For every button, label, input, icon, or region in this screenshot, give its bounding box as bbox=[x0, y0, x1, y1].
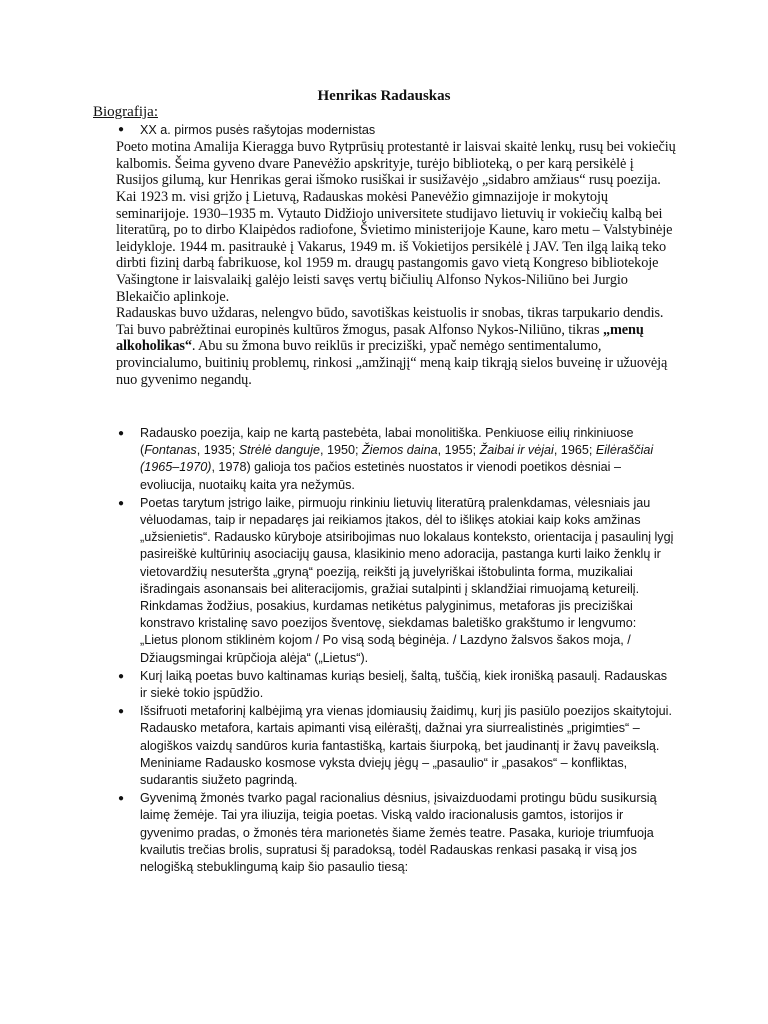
paragraph-text: Radauskas buvo uždaras, nelengvo būdo, savotiškas keistuolis ir snobas, tikras tarpukario dendis. Tai buvo pabrėžtinai europinės kultūros žmogus, pasak Alfonso Nykos-Niliūno, tikras bbox=[116, 305, 664, 338]
biography-block bbox=[116, 122, 676, 388]
list-item bbox=[116, 703, 676, 789]
book-title: Žaibai ir vėjai bbox=[479, 443, 554, 458]
book-title: Žiemos daina bbox=[361, 443, 438, 458]
book-title: Fontanas bbox=[144, 443, 197, 458]
bold-phrase: „menų alkoholikas“ bbox=[116, 321, 644, 355]
list-item bbox=[116, 790, 676, 876]
book-title: Strėlė danguje bbox=[238, 443, 320, 458]
text-run: , 1965; bbox=[553, 443, 596, 458]
first-bullet-text: XX a. pirmos pusės rašytojas modernistas bbox=[140, 123, 376, 137]
book-title: Eilėraščiai (1965–1970) bbox=[140, 443, 654, 475]
list-item bbox=[116, 668, 676, 702]
document-title: Henrikas Radauskas bbox=[317, 88, 451, 104]
bullet-icon: ● bbox=[118, 670, 125, 682]
section-heading: Biografija: bbox=[93, 104, 158, 120]
bullet-text: Kurį laiką poetas buvo kaltinamas kuriąs besielį, šaltą, tuščią, kiek ironišką pasaulį. Radauskas ir siekė tokio įspūdžio. bbox=[140, 668, 668, 701]
bullet-text: Išsifruoti metaforinį kalbėjimą yra vienas įdomiausių žaidimų, kurį jis pasiūlo poezijos skaitytojui. Radausko metafora, kartais apimanti visą eilėraštį, dažnai yra siurrealistinės „prigimties“ – alogiškos vaizdų sandūros kuria fantastišką, kartais šiurpoką, bet jaudinantį ir žavų paveikslą. Meniniame Radausko kosmose vyksta dviejų jėgų – „pasaulio“ ir „pasakos“ – konfliktas, sudarantis siužeto pagrindą. bbox=[140, 704, 672, 788]
text-run: , 1935; bbox=[196, 443, 239, 458]
bullet-icon: ● bbox=[118, 706, 125, 718]
bullet-icon: ● bbox=[118, 124, 125, 135]
paragraph-text: . Abu su žmona buvo reiklūs ir preciziški, ypač nemėgo sentimentalumo, provincialumo, buitinių problemų, rinkosi „amžinąjį“ meną kaip tikrąją sielos buveinę ir užuovėją nuo gyvenimo negandų. bbox=[116, 338, 668, 388]
character-paragraph bbox=[116, 305, 676, 388]
bullet-icon: ● bbox=[118, 793, 125, 805]
bullet-text: Gyvenimą žmonės tvarko pagal racionalius dėsnius, įsivaizduodami protingu būdu susikursią laimę žemėje. Tai yra iliuzija, teigia poetas. Viską valdo iracionalusis gamtos, istorijos ir gyvenimo pradas, o žmonės tėra marionetės šiame žemės teatre. Pasaka, kurioje triumfuoja kvailutis trečias brolis, supratusi šį paradoksą, todėl Radauskas renkasi pasaką ir visą jos nelogišką stebuklingumą kaip šio pasaulio tiesą: bbox=[140, 791, 657, 875]
poetry-bullet-list bbox=[116, 425, 676, 877]
bullet-text: Poetas tarytum įstrigo laike, pirmuoju rinkiniu lietuvių literatūrą pralenkdamas, vėlesniais jau vėluodamas, taip ir nepadaręs jai reikiamos įtakos, dėl to išlikęs atokiai kaip koks amžinas „užsienietis“. Radausko kūryboje atsiribojimas nuo lokalaus konteksto, orientacija į pasaulinį lygį pasireiškė kultūrinių asociacijų gausa, klasikinio meno adoracija, pastanga kurti laiko ženklų ir vietovardžių nesuteršta „gryną“ poeziją, reikšti ją juvelyriškai ištobulinta forma, muzikaliai išradingais asonansais bei aliteracijomis, gražiai sutalpinti į sklandžiai rimuojamą ketureilį. Rinkdamas žodžius, posakius, kurdamas netikėtus palyginimus, metaforas jis preciziškai konstravo kristalinę savo poezijos šventovę, siekdamas baletiško grakštumo ir lengvumo: „Lietus plonom stiklinėm kojom / Po visą sodą bėginėja. / Lazdyno žalsvos šakos moja, / Džiaugsmingai krūpčioja alėja“ („Lietus“). bbox=[140, 495, 674, 665]
list-item bbox=[116, 425, 676, 494]
text-run: , 1955; bbox=[437, 443, 480, 458]
bullet-text bbox=[140, 425, 676, 494]
biography-paragraph: Poeto motina Amalija Kieragga buvo Rytprūsių protestantė ir laisvai skaitė lenkų, rusų bei vokiečių kalbomis. Šeima gyveno dvare Panevėžio apskrityje, turėjo biblioteką, o per karą persikėlė į Rusijos gilumą, kur Henrikas gerai išmoko rusiškai ir susižavėjo „sidabro amžiaus“ rusų poezija. Kai 1923 m. visi grįžo į Lietuvą, Radauskas mokėsi Panevėžio gimnazijoje ir mokytojų seminarijoje. 1930–1935 m. Vytauto Didžiojo universitete studijavo lietuvių ir vokiečių kalbą bei literatūrą, po to dirbo Klaipėdos radiofone, Švietimo ministerijoje Kaune, karo metu – Valstybinėje leidykloje. 1944 m. pasitraukė į Vakarus, 1949 m. iš Vokietijos persikėlė į JAV. Ten ilgą laiką teko dirbti fizinį darbą fabrikuose, kol 1959 m. draugų pastangomis gavo vietą Kongreso bibliotekoje Vašingtone ir laisvalaikį galėjo leisti savęs vertų bičiulių Alfonso Nykos-Niliūno bei Jurgio Blekaičio aplinkoje. bbox=[116, 139, 676, 305]
bullet-icon: ● bbox=[118, 497, 125, 509]
text-run: Radausko poezija, kaip ne kartą pastebėta, labai monolitiška. Penkiuose eilių rinkiniuose ( bbox=[140, 426, 634, 458]
list-item bbox=[116, 495, 676, 667]
text-run: , 1978) galioja tos pačios estetinės nuostatos ir vienodi poetikos dėsniai – evoliucija, nuotaikų kaita yra nežymūs. bbox=[140, 460, 621, 492]
bullet-icon: ● bbox=[118, 428, 125, 439]
list-item bbox=[116, 122, 676, 139]
text-run: , 1950; bbox=[319, 443, 362, 458]
